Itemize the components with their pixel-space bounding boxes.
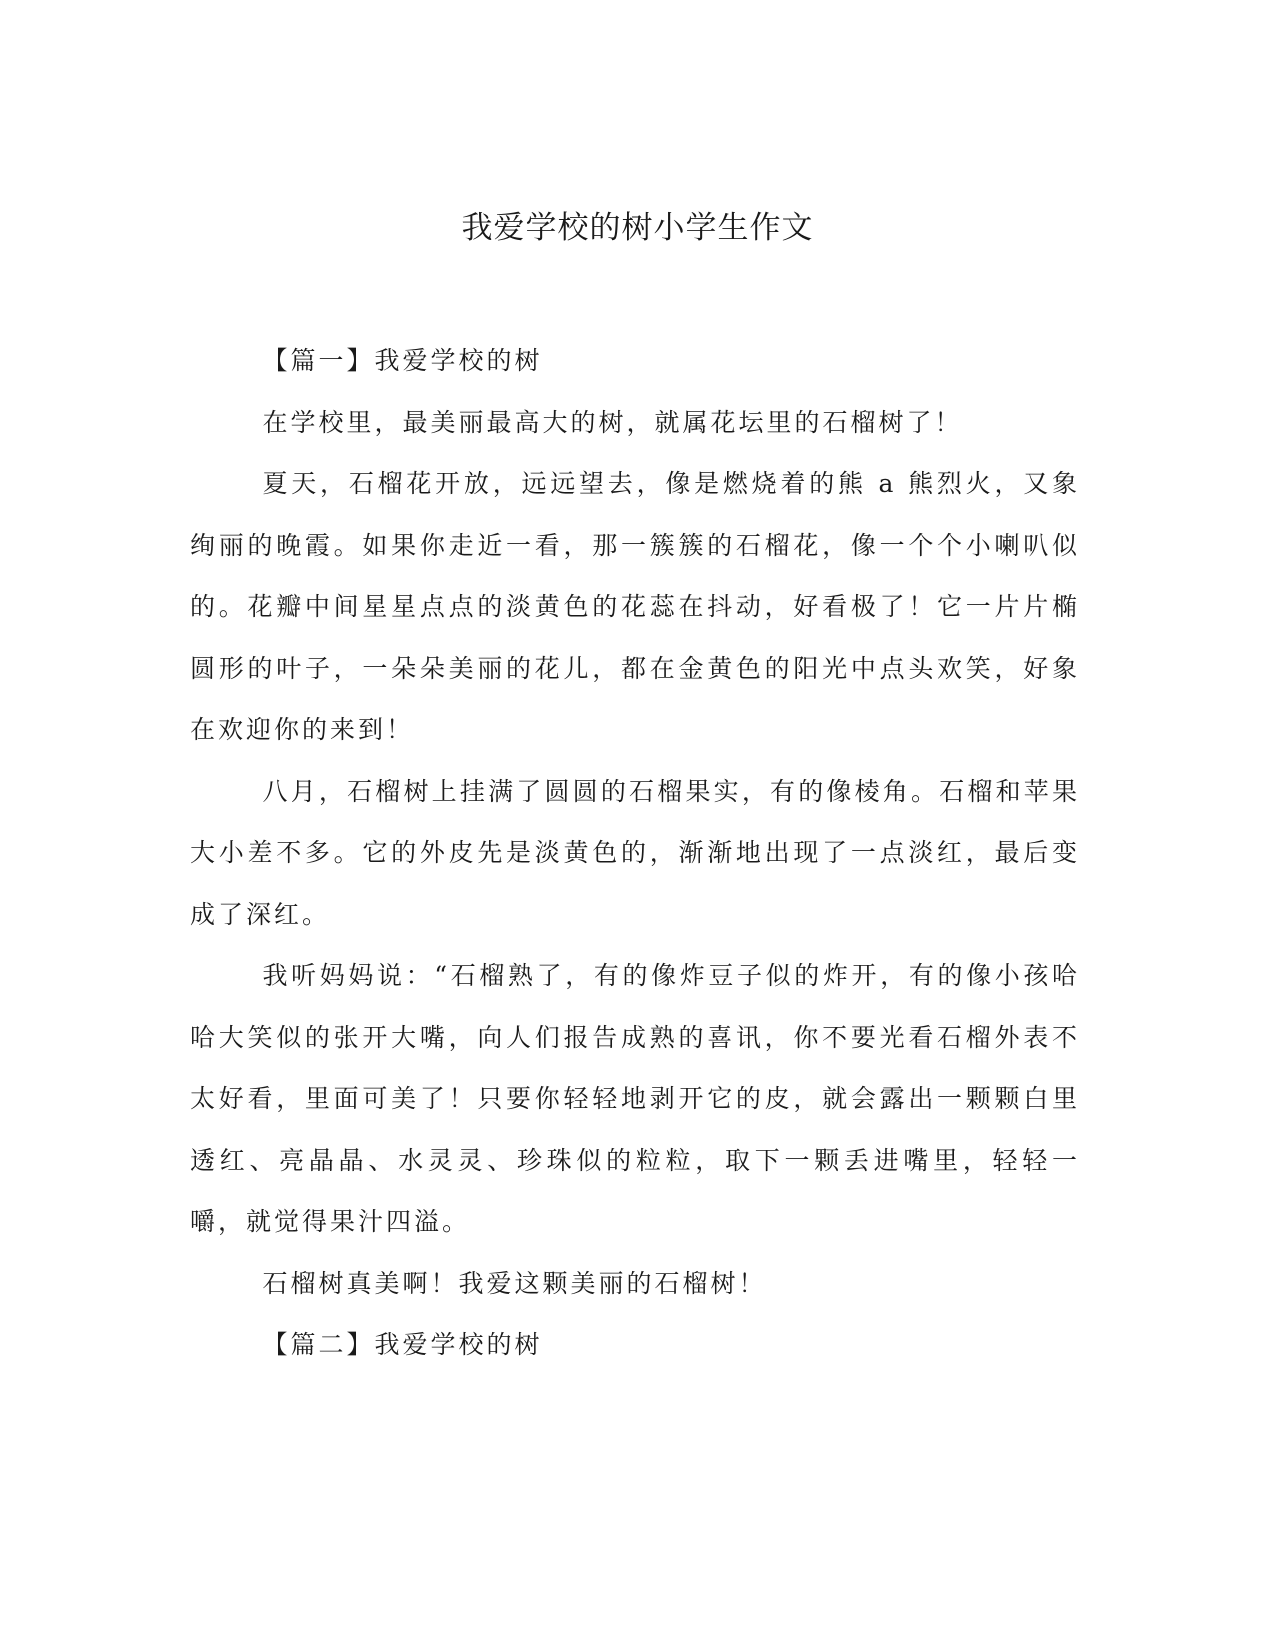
paragraph: 石榴树真美啊！我爱这颗美丽的石榴树！ (262, 1268, 767, 1298)
paragraph: 在学校里，最美丽最高大的树，就属花坛里的石榴树了！ (262, 407, 963, 437)
document-body (190, 330, 1080, 1376)
paragraph: 八月，石榴树上挂满了圆圆的石榴果实，有的像棱角。石榴和苹果大小差不多。它的外皮先是淡黄色的，渐渐地出现了一点淡红，最后变成了深红。 (190, 776, 1080, 929)
document-title: 我爱学校的树小学生作文 (461, 210, 814, 246)
section-heading-1: 【篇一】我爱学校的树 (262, 346, 543, 375)
paragraph: 夏天，石榴花开放，远远望去，像是燃烧着的熊 a 熊烈火，又象绚丽的晚霞。如果你走近一看，那一簇簇的石榴花，像一个个小喇叭似的。花瓣中间星星点点的淡黄色的花蕊在抖动，好看极了！它一片片椭圆形的叶子，一朵朵美丽的花儿，都在金黄色的阳光中点头欢笑，好象在欢迎你的来到！ (190, 469, 1080, 744)
section-heading-2: 【篇二】我爱学校的树 (262, 1330, 543, 1359)
paragraph: 我听妈妈说：“石榴熟了，有的像炸豆子似的炸开，有的像小孩哈哈大笑似的张开大嘴，向人们报告成熟的喜讯，你不要光看石榴外表不太好看，里面可美了！只要你轻轻地剥开它的皮，就会露出一颗颗白里透红、亮晶晶、水灵灵、珍珠似的粒粒，取下一颗丢进嘴里，轻轻一嚼，就觉得果汁四溢。 (190, 961, 1080, 1236)
